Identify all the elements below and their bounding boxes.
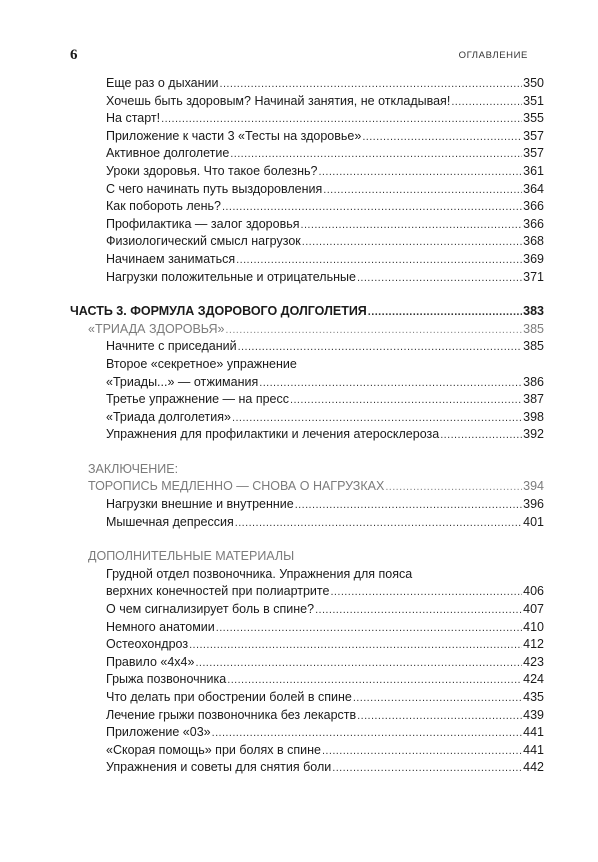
toc-entry-title: Немного анатомии [106, 619, 215, 634]
toc-entry-title: Профилактика — залог здоровья [106, 216, 300, 231]
toc-entry-title: Грыжа позвоночника [106, 672, 227, 687]
leader-dots [332, 762, 522, 774]
page-number: 6 [70, 47, 78, 63]
toc-entry-page: 435 [523, 690, 544, 704]
leader-dots [161, 113, 522, 125]
toc-entry [70, 270, 544, 288]
toc-entry-page: 442 [523, 760, 544, 775]
toc-entry-page: 401 [523, 514, 544, 529]
toc-entry [70, 602, 544, 620]
toc-entry-title: Нагрузки внешние и внутренние [106, 497, 294, 512]
toc-section-heading: ЗАКЛЮЧЕНИЕ: [88, 461, 179, 476]
toc-part-heading [70, 304, 544, 322]
toc-entry-title: ТОРОПИСЬ МЕДЛЕННО — СНОВА О НАГРУЗКАХ [88, 479, 385, 494]
toc-entry-page: 439 [523, 707, 544, 722]
toc-entry-page: 410 [523, 619, 544, 634]
toc-entry-page: 423 [523, 654, 544, 669]
toc-entry-title: Хочешь быть здоровым? Начинай занятия, не откладывая! [106, 93, 451, 108]
toc-entry-page: 386 [523, 374, 544, 389]
toc-entry [70, 655, 544, 673]
leader-dots [323, 184, 522, 196]
leader-dots [301, 219, 523, 231]
toc-entry-page: 385 [523, 339, 544, 354]
toc-entry [70, 725, 544, 743]
toc-entry [70, 339, 544, 357]
toc-entry [70, 637, 544, 655]
toc-entry-title-line: Второе «секретное» упражнение [106, 356, 297, 371]
toc-entry-title: «Триады...» — отжимания [106, 374, 259, 389]
toc-entry [70, 94, 544, 112]
toc-entry-title: Остеохондроз [106, 637, 189, 652]
toc-section-heading [70, 479, 544, 497]
leader-dots [302, 236, 522, 248]
toc-entry [70, 708, 544, 726]
toc-entry [70, 427, 544, 445]
leader-dots [385, 481, 522, 493]
toc-entry-title-line: Грудной отдел позвоночника. Упражнения для пояса [106, 566, 413, 581]
leader-dots [290, 394, 522, 406]
leader-dots [235, 517, 522, 529]
toc-entry-title: «Скорая помощь» при болях в спине [106, 742, 321, 757]
toc-entry [70, 252, 544, 270]
leader-dots [230, 148, 522, 160]
toc-entry-title: Лечение грыжи позвоночника без лекарств [106, 707, 357, 722]
toc-entry-page: 412 [523, 637, 544, 652]
leader-dots [357, 710, 522, 722]
toc-entry-page: 407 [523, 602, 544, 617]
toc-entry-title: «Триада долголетия» [106, 409, 231, 424]
leader-dots [295, 499, 522, 511]
table-of-contents [70, 76, 544, 778]
leader-dots [259, 377, 522, 389]
toc-entry [70, 164, 544, 182]
toc-entry [70, 497, 544, 515]
toc-entry [70, 410, 544, 428]
leader-dots [232, 412, 522, 424]
toc-entry [70, 515, 544, 533]
toc-entry-title: О чем сигнализирует боль в спине? [106, 602, 315, 617]
toc-entry-title: С чего начинать путь выздоровления [106, 181, 323, 196]
leader-dots [368, 306, 522, 318]
toc-entry-title: ЧАСТЬ 3. ФОРМУЛА ЗДОРОВОГО ДОЛГОЛЕТИЯ [70, 304, 367, 319]
toc-entry [70, 234, 544, 252]
toc-entry-page: 357 [523, 146, 544, 161]
toc-entry-title: Нагрузки положительные и отрицательные [106, 269, 356, 284]
toc-entry-title: Физиологический смысл нагрузок [106, 234, 301, 249]
toc-entry-title: Что делать при обострении болей в спине [106, 690, 352, 704]
toc-entry [70, 217, 544, 235]
toc-entry-page: 396 [523, 497, 544, 512]
toc-entry-page: 366 [523, 199, 544, 214]
toc-entry-title: Приложение к части 3 «Тесты на здоровье» [106, 128, 362, 143]
toc-entry-title: Третье упражнение — на пресс [106, 392, 290, 407]
toc-entry [70, 392, 544, 410]
toc-entry-title: Упражнения и советы для снятия боли [106, 760, 332, 775]
toc-entry-title: Упражнения для профилактики и лечения атеросклероза [106, 427, 440, 442]
toc-entry-page: 441 [523, 725, 544, 740]
toc-entry-page: 368 [523, 234, 544, 249]
leader-dots [451, 96, 522, 108]
leader-dots [362, 131, 522, 143]
toc-entry-page: 441 [523, 742, 544, 757]
toc-entry [70, 743, 544, 761]
toc-entry [70, 146, 544, 164]
toc-entry [70, 129, 544, 147]
leader-dots [315, 604, 522, 616]
toc-entry-page: 385 [523, 321, 544, 336]
toc-entry-title: Как побороть лень? [106, 199, 221, 214]
leader-dots [330, 586, 522, 598]
toc-entry-page: 383 [523, 304, 544, 319]
toc-entry [70, 584, 544, 602]
leader-dots [216, 622, 522, 634]
toc-entry-title: Начинаем заниматься [106, 251, 236, 266]
leader-dots [220, 78, 523, 90]
leader-dots [227, 674, 522, 686]
toc-entry-page: 406 [523, 584, 544, 599]
toc-entry-page: 371 [523, 269, 544, 284]
toc-entry-page: 424 [523, 672, 544, 687]
toc-entry [70, 620, 544, 638]
toc-entry-title: Мышечная депрессия [106, 514, 234, 529]
leader-dots [353, 692, 522, 704]
leader-dots [322, 745, 522, 757]
leader-dots [212, 727, 523, 739]
leader-dots [195, 657, 522, 669]
toc-entry-page: 361 [523, 163, 544, 178]
toc-entry-page: 387 [523, 392, 544, 407]
toc-entry-page: 394 [523, 479, 544, 494]
toc-entry [70, 690, 544, 708]
leader-dots [236, 254, 522, 266]
toc-entry-title: Начните с приседаний [106, 339, 237, 354]
toc-entry [70, 375, 544, 393]
leader-dots [189, 639, 522, 651]
leader-dots [440, 429, 522, 441]
toc-entry-title: На старт! [106, 111, 161, 126]
toc-entry [70, 199, 544, 217]
toc-entry [70, 182, 544, 200]
toc-entry-title: «ТРИАДА ЗДОРОВЬЯ» [88, 321, 225, 336]
toc-entry [70, 76, 544, 94]
leader-dots [238, 341, 523, 353]
toc-entry [70, 672, 544, 690]
leader-dots [222, 201, 522, 213]
toc-entry-page: 366 [523, 216, 544, 231]
toc-entry-title: Приложение «03» [106, 725, 211, 740]
toc-entry-title: Уроки здоровья. Что такое болезнь? [106, 163, 318, 178]
toc-entry-page: 350 [523, 76, 544, 90]
toc-entry-title: Еще раз о дыхании [106, 76, 219, 90]
toc-entry-page: 364 [523, 181, 544, 196]
toc-entry-page: 357 [523, 128, 544, 143]
toc-entry-page: 369 [523, 251, 544, 266]
running-head: ОГЛАВЛЕНИЕ [458, 50, 528, 61]
leader-dots [318, 166, 522, 178]
leader-dots [225, 324, 522, 336]
toc-entry-page: 398 [523, 409, 544, 424]
toc-entry-title: Правило «4х4» [106, 654, 195, 669]
toc-entry-page: 355 [523, 111, 544, 126]
toc-entry-page: 392 [523, 427, 544, 442]
toc-section-heading [70, 322, 544, 340]
toc-entry-page: 351 [523, 93, 544, 108]
toc-entry [70, 760, 544, 778]
toc-entry-title: верхних конечностей при полиартрите [106, 584, 330, 599]
toc-entry [70, 111, 544, 129]
leader-dots [357, 272, 522, 284]
toc-section-heading: ДОПОЛНИТЕЛЬНЫЕ МАТЕРИАЛЫ [88, 549, 295, 564]
toc-entry-title: Активное долголетие [106, 146, 230, 161]
